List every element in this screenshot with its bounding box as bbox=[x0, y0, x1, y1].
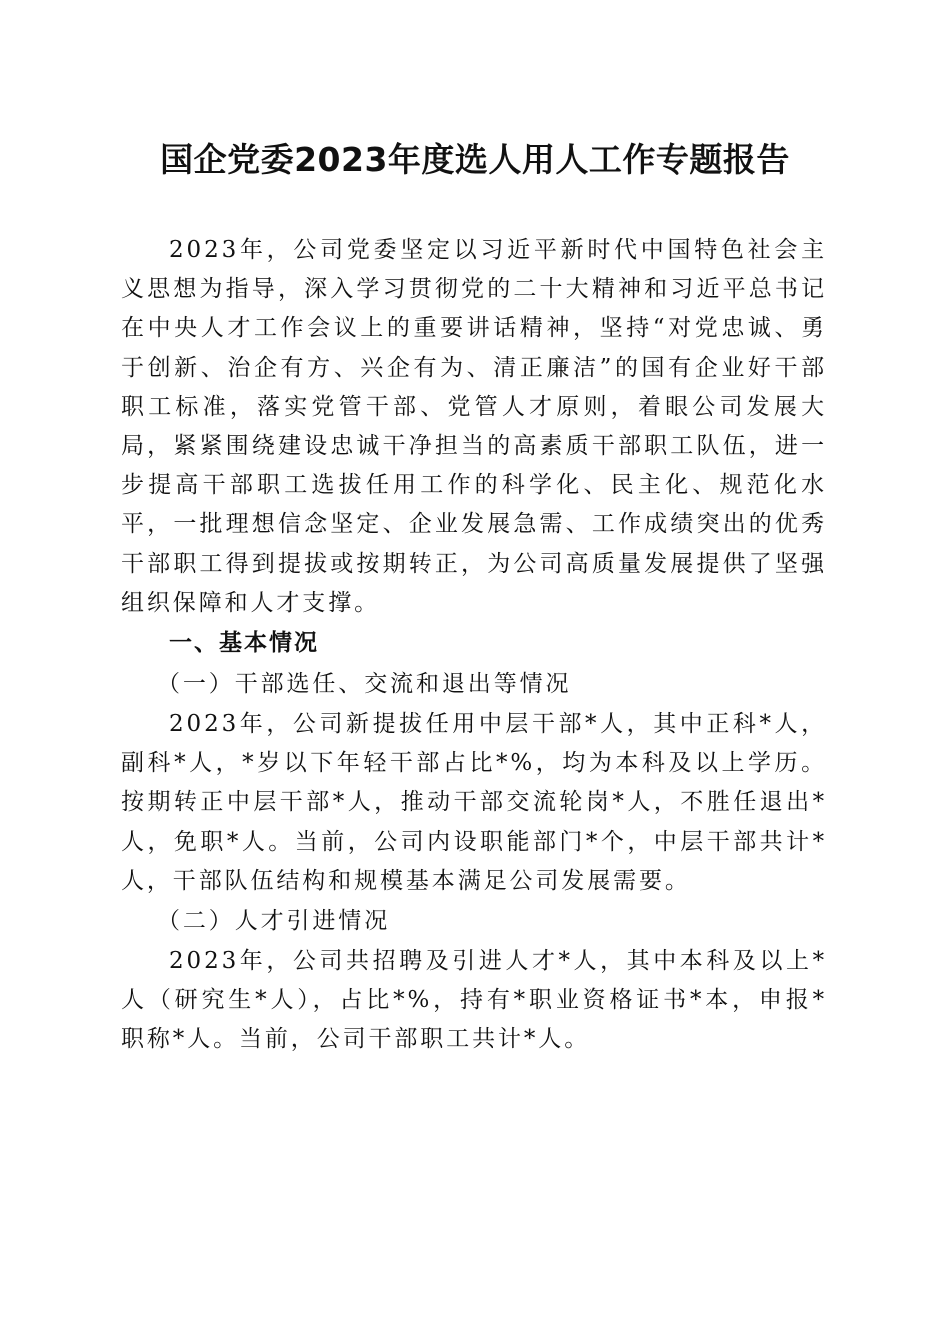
document-body bbox=[121, 231, 827, 1060]
talent-introduction-paragraph: 2023年，公司共招聘及引进人才*人，其中本科及以上*人（研究生*人），占比*%，持有*职业资格证书*本，申报*职称*人。当前，公司干部职工共计*人。 bbox=[121, 948, 827, 1053]
section-heading-basic-situation: 一、基本情况 bbox=[169, 630, 319, 657]
cadre-selection-paragraph: 2023年，公司新提拔任用中层干部*人，其中正科*人，副科*人，*岁以下年轻干部占比*%，均为本科及以上学历。按期转正中层干部*人，推动干部交流轮岗*人，不胜任退出*人，免职*人。当前，公司内设职能部门*个，中层干部共计*人，干部队伍结构和规模基本满足公司发展需要。 bbox=[121, 711, 827, 894]
document-title: 国企党委2023年度选人用人工作专题报告 bbox=[160, 140, 790, 179]
subsection-heading-talent-introduction: （二）人才引进情况 bbox=[157, 908, 391, 935]
subsection-heading-cadre-selection: （一）干部选任、交流和退出等情况 bbox=[157, 671, 572, 698]
intro-paragraph: 2023年，公司党委坚定以习近平新时代中国特色社会主义思想为指导，深入学习贯彻党的二十大精神和习近平总书记在中央人才工作会议上的重要讲话精神，坚持“对党忠诚、勇于创新、治企有方、兴企有为、清正廉洁”的国有企业好干部职工标准，落实党管干部、党管人才原则，着眼公司发展大局，紧紧围绕建设忠诚干净担当的高素质干部职工队伍，进一步提高干部职工选拔任用工作的科学化、民主化、规范化水平，一批理想信念坚定、企业发展急需、工作成绩突出的优秀干部职工得到提拔或按期转正，为公司高质量发展提供了坚强组织保障和人才支撑。 bbox=[121, 237, 827, 616]
